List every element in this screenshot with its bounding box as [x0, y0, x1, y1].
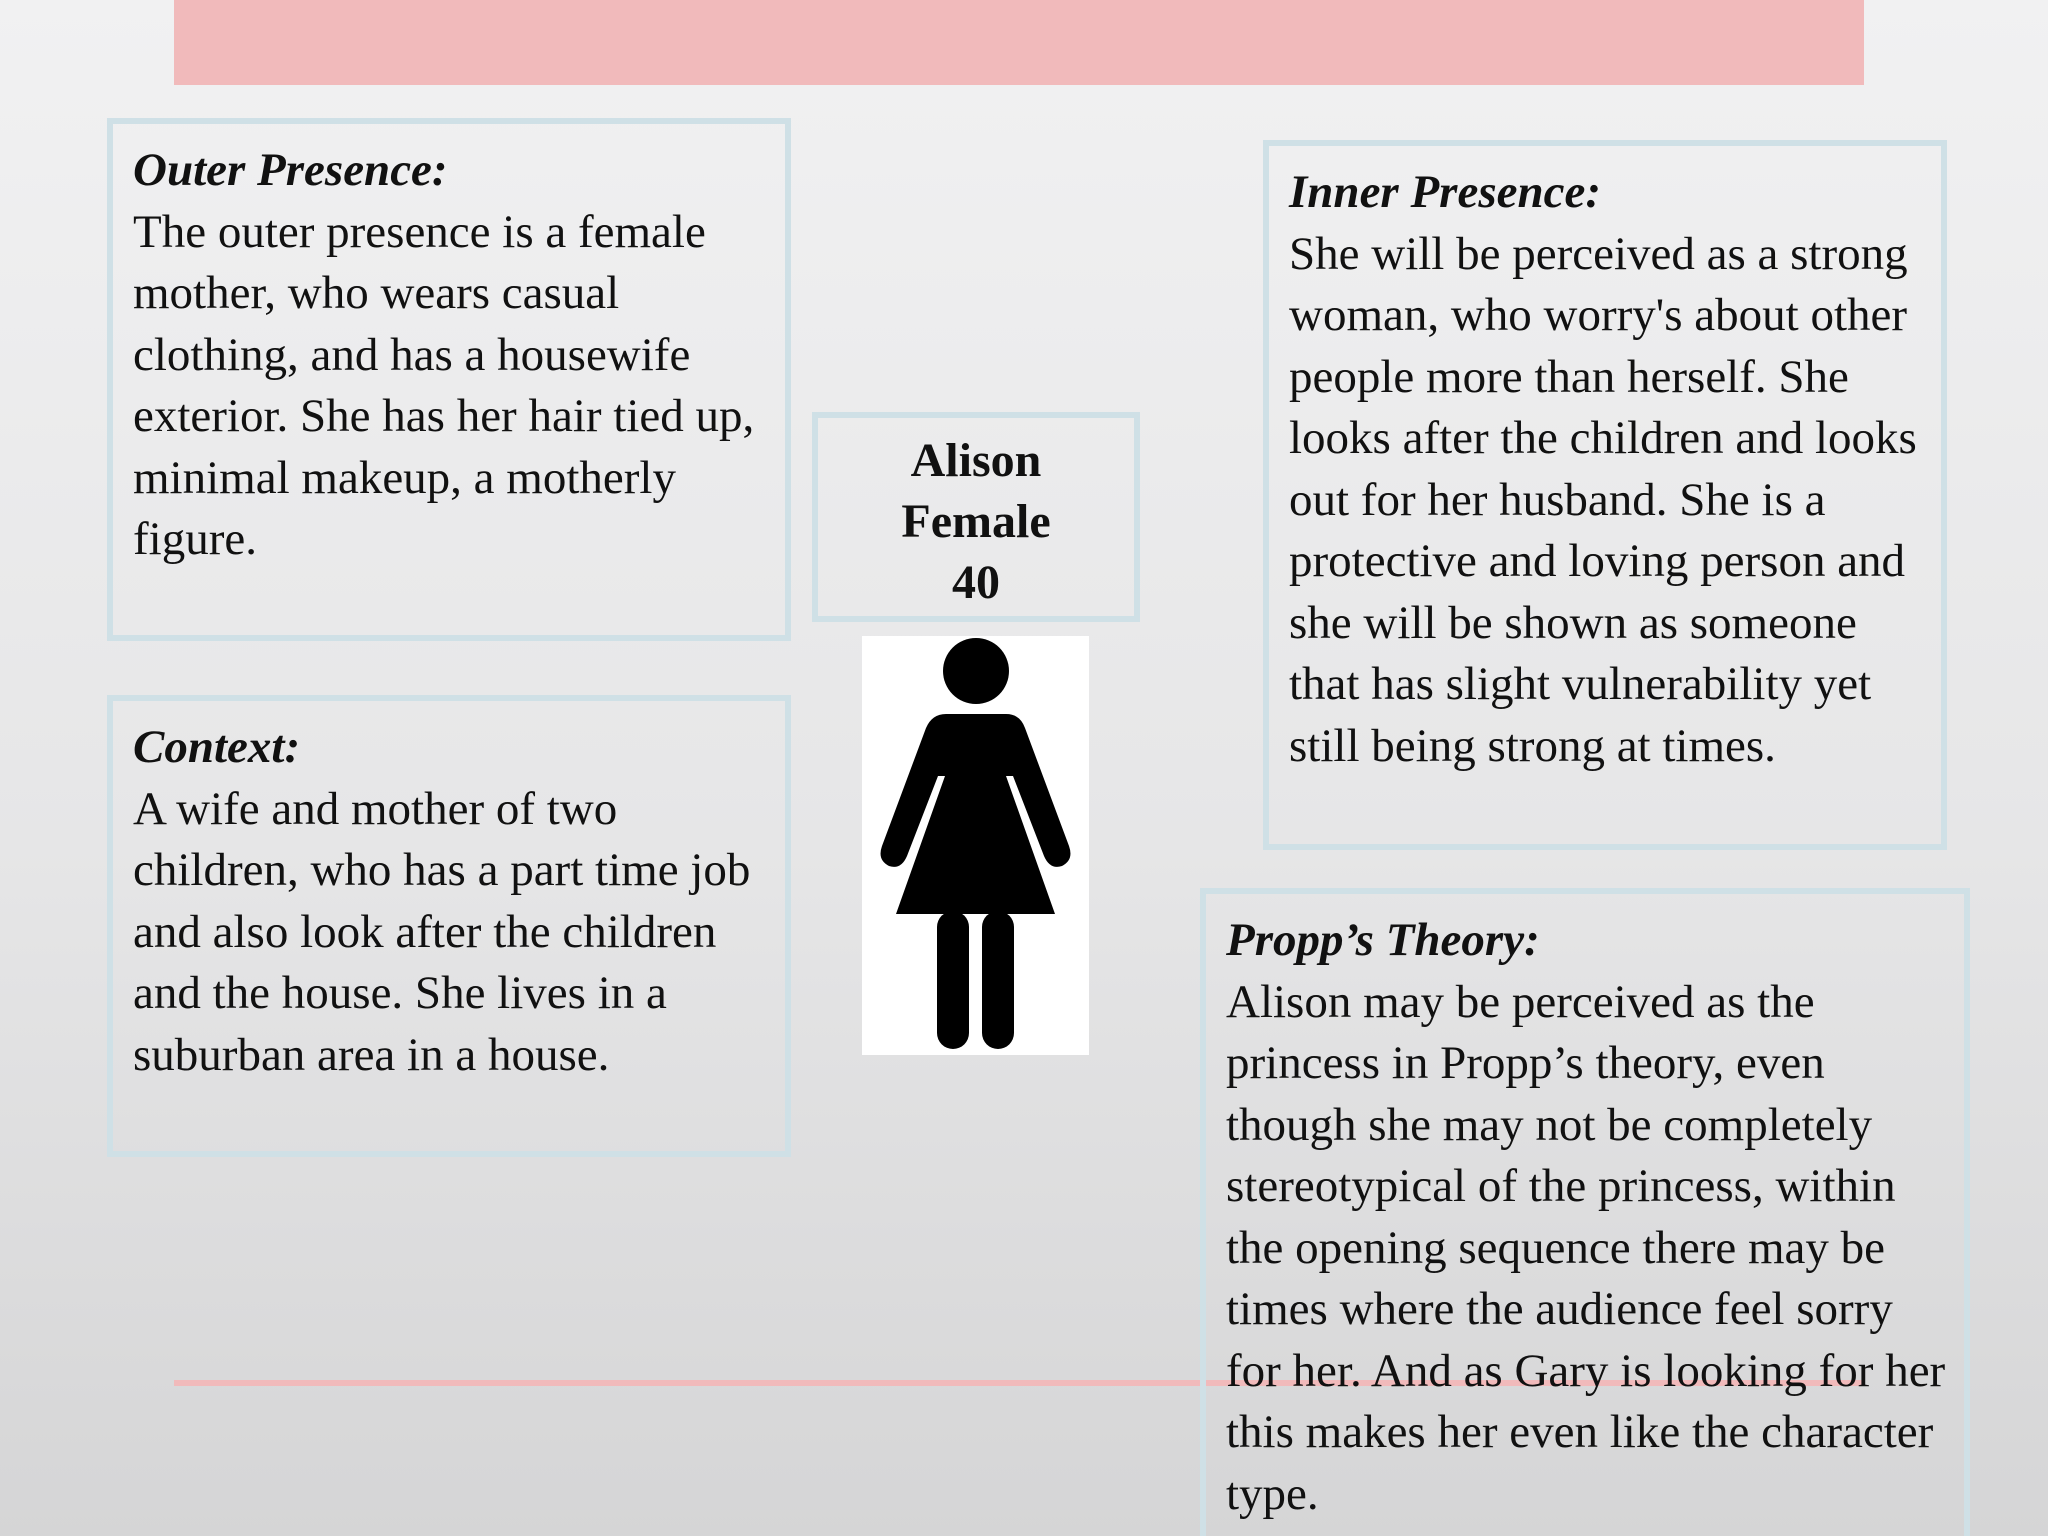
female-figure-icon [862, 636, 1089, 1055]
propps-theory-heading: Propp’s Theory: [1226, 914, 1540, 966]
context-box [107, 695, 791, 1157]
outer-presence-text: The outer presence is a female mother, who wears casual clothing, and has a housewife exterior. She has her hair tied up, minimal makeup, a motherly figure. [133, 205, 755, 565]
character-age: 40 [952, 556, 1000, 609]
context-heading: Context: [133, 721, 301, 773]
inner-presence-heading: Inner Presence: [1289, 166, 1601, 218]
propps-theory-box [1200, 888, 1970, 1536]
outer-presence-heading: Outer Presence: [133, 144, 448, 196]
context-text: A wife and mother of two children, who has a part time job and also look after the children and the house. She lives in a suburban area in a house. [133, 782, 751, 1081]
top-banner [174, 0, 1864, 85]
outer-presence-box [107, 118, 791, 641]
inner-presence-box [1263, 140, 1947, 850]
character-name: Alison [910, 434, 1042, 487]
propps-theory-text: Alison may be perceived as the princess in Propp’s theory, even though she may not be completely stereotypical of the princess, within the opening sequence there may be times where the audience feel sorry for her. And as Gary is looking for her this makes her even like the character type. [1226, 975, 1946, 1520]
character-gender: Female [901, 495, 1051, 548]
inner-presence-text: She will be perceived as a strong woman, who worry's about other people more than herself. She looks after the children and looks out for her husband. She is a protective and loving person and she will be shown as someone that has slight vulnerability yet still being strong at times. [1289, 227, 1917, 772]
character-id-box [812, 412, 1140, 622]
